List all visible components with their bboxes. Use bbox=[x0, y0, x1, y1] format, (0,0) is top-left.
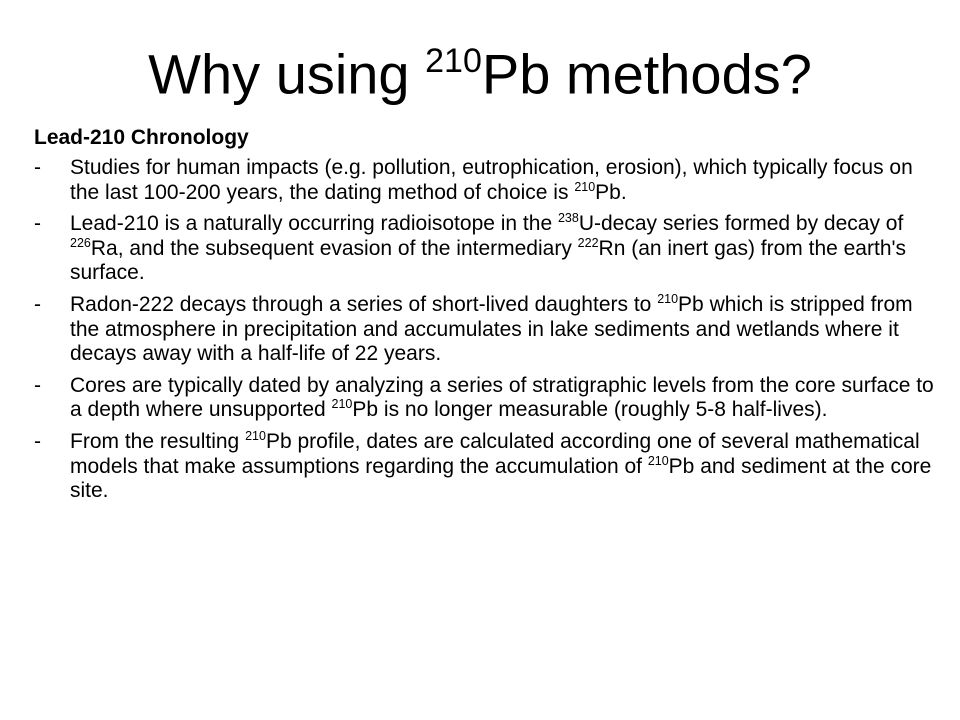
bullet-dash: - bbox=[34, 156, 41, 179]
bullet-list bbox=[34, 156, 934, 504]
bullet-text: U-decay series formed by decay of bbox=[578, 212, 904, 236]
isotope-superscript: 210 bbox=[331, 397, 353, 412]
bullet-text: Pb profile, dates are calculated according one of several mathematical models that make assumptions regarding the accumulation of bbox=[70, 429, 920, 478]
bullet-text: Studies for human impacts (e.g. pollution, eutrophication, erosion), which typically focus on the last 100-200 years, the dating method of choice is bbox=[70, 156, 913, 204]
bullet-text: From the resulting bbox=[70, 429, 246, 453]
bullet-text: Rn (an inert gas) from the earth's surface. bbox=[70, 236, 907, 285]
bullet-human-impacts bbox=[34, 156, 934, 205]
bullet-text: Radon-222 decays through a series of short-lived daughters to bbox=[70, 292, 658, 316]
slide-title-suffix: Pb methods? bbox=[481, 42, 812, 106]
section-heading: Lead-210 Chronology bbox=[34, 126, 249, 149]
slide-title-prefix: Why using bbox=[148, 42, 426, 106]
bullet-text: Pb which is stripped from the atmosphere in precipitation and accumulates in lake sediments and wetlands where it decays away with a half-life of 22 years. bbox=[70, 292, 913, 366]
slide-title bbox=[0, 30, 960, 108]
bullet-text: Pb and sediment at the core site. bbox=[70, 454, 932, 503]
isotope-superscript: 210 bbox=[245, 428, 266, 443]
bullet-dash: - bbox=[34, 373, 41, 397]
slide-body bbox=[34, 124, 934, 511]
bullet-dash: - bbox=[34, 429, 41, 453]
bullet-text: Pb is no longer measurable (roughly 5-8 half-lives). bbox=[352, 398, 828, 422]
isotope-superscript: 222 bbox=[577, 235, 599, 250]
isotope-superscript: 210 bbox=[647, 453, 669, 468]
isotope-superscript: 210 bbox=[574, 179, 596, 194]
bullet-dash: - bbox=[34, 292, 41, 316]
bullet-radon-222-decay bbox=[34, 293, 934, 367]
bullet-lead-210-origin bbox=[34, 212, 934, 286]
bullet-text: Cores are typically dated by analyzing a series of stratigraphic levels from the core surface to a depth where unsupported bbox=[70, 373, 934, 422]
bullet-text: Pb. bbox=[595, 180, 627, 204]
isotope-superscript: 226 bbox=[70, 235, 91, 250]
bullet-mathematical-models bbox=[34, 430, 934, 504]
isotope-superscript: 238 bbox=[557, 211, 579, 226]
bullet-dash: - bbox=[34, 212, 41, 236]
slide-title-isotope-superscript: 210 bbox=[425, 42, 482, 80]
bullet-text: Ra, and the subsequent evasion of the intermediary bbox=[90, 236, 578, 260]
bullet-text: Lead-210 is a naturally occurring radioisotope in the bbox=[70, 212, 558, 236]
bullet-core-dating bbox=[34, 374, 934, 423]
isotope-superscript: 210 bbox=[657, 291, 679, 306]
